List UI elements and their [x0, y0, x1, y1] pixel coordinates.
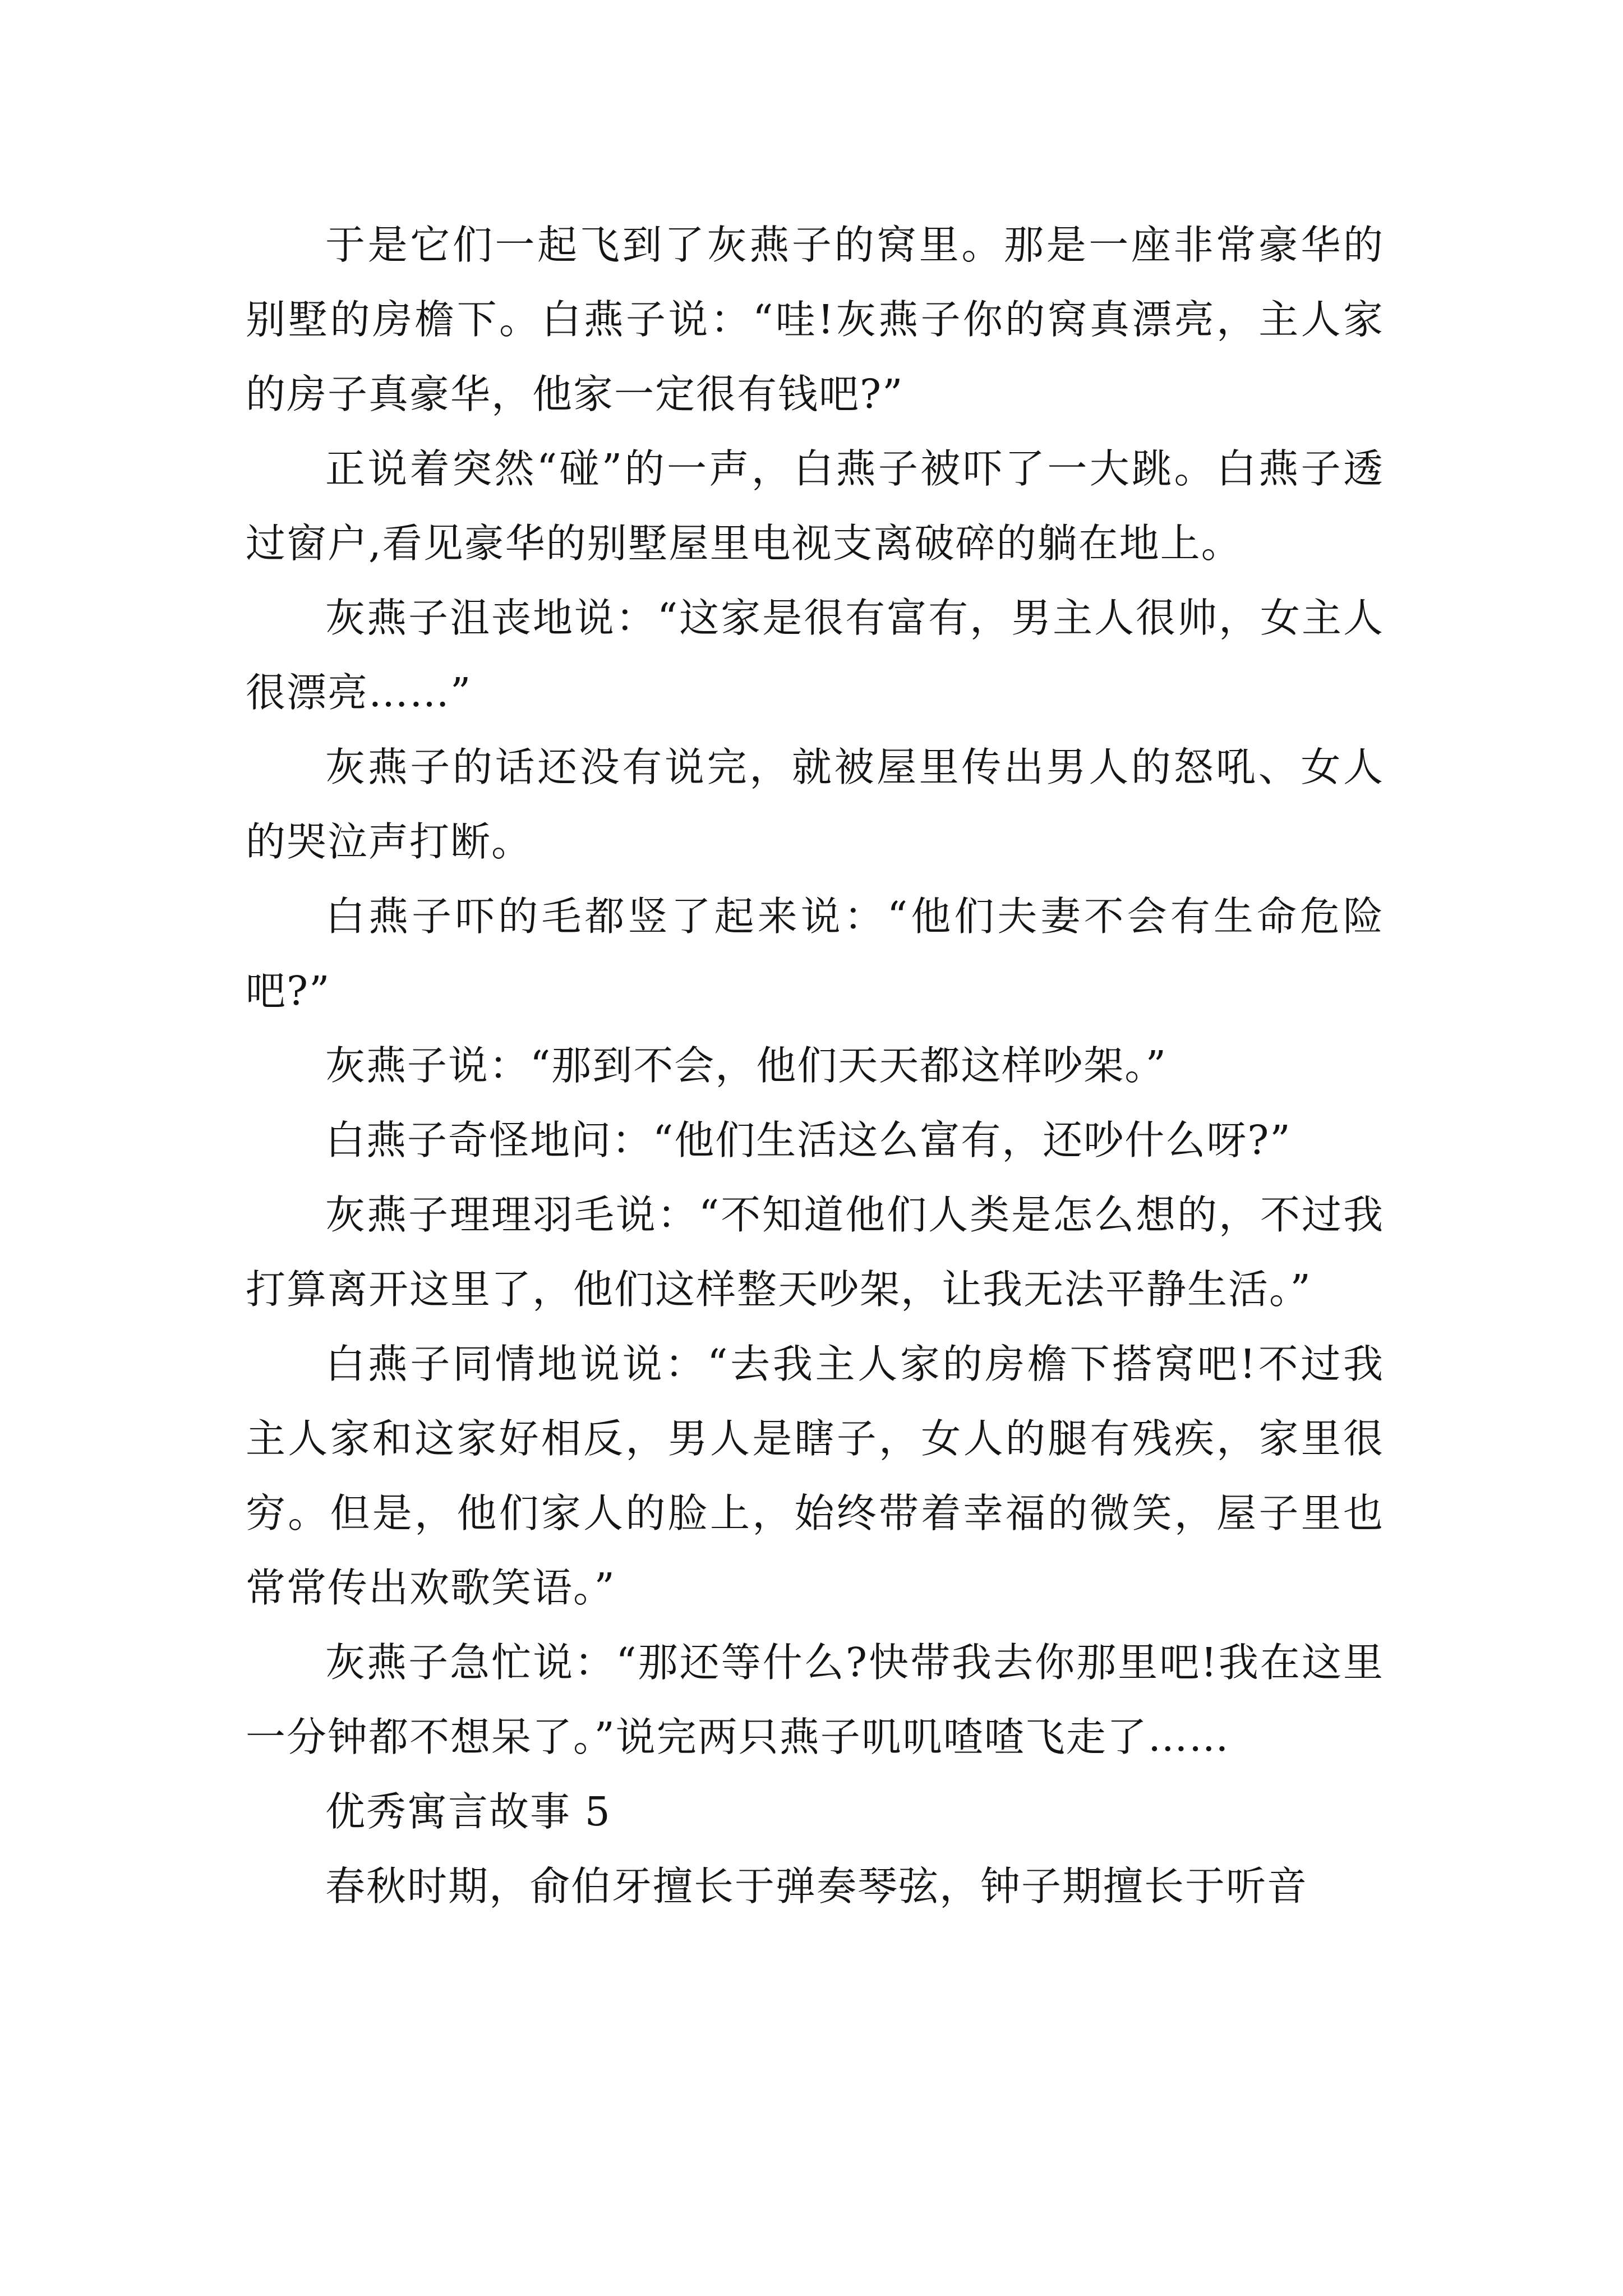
paragraph-9: 白燕子同情地说说：“去我主人家的房檐下搭窝吧!不过我主人家和这家好相反，男人是瞎子，女人的腿有残疾，家里很穷。但是，他们家人的脸上，始终带着幸福的微笑，屋子里也常常传出欢歌笑语。”	[246, 1341, 1384, 1611]
paragraph-11: 春秋时期，俞伯牙擅长于弹奏琴弦，钟子期擅长于听音	[325, 1863, 1308, 1910]
paragraph-8: 灰燕子理理羽毛说：“不知道他们人类是怎么想的，不过我打算离开这里了，他们这样整天吵架，让我无法平静生活。”	[246, 1191, 1384, 1313]
paragraph-10: 灰燕子急忙说：“那还等什么?快带我去你那里吧!我在这里一分钟都不想呆了。”说完两只燕子叽叽喳喳飞走了……	[246, 1639, 1384, 1760]
paragraph-4: 灰燕子的话还没有说完，就被屋里传出男人的怒吼、女人的哭泣声打断。	[246, 744, 1384, 865]
document-body	[246, 208, 1384, 1924]
section-heading: 优秀寓言故事 5	[325, 1788, 611, 1835]
paragraph-7: 白燕子奇怪地问：“他们生活这么富有，还吵什么呀?”	[325, 1117, 1292, 1163]
paragraph-3: 灰燕子沮丧地说：“这家是很有富有，男主人很帅，女主人很漂亮……”	[246, 595, 1384, 716]
paragraph-5: 白燕子吓的毛都竖了起来说：“他们夫妻不会有生命危险吧?”	[246, 893, 1384, 1014]
paragraph-1: 于是它们一起飞到了灰燕子的窝里。那是一座非常豪华的别墅的房檐下。白燕子说：“哇!灰燕子你的窝真漂亮，主人家的房子真豪华，他家一定很有钱吧?”	[246, 222, 1384, 417]
paragraph-2: 正说着突然“碰”的一声，白燕子被吓了一大跳。白燕子透过窗户,看见豪华的别墅屋里电视支离破碎的躺在地上。	[246, 445, 1384, 567]
paragraph-6: 灰燕子说：“那到不会，他们天天都这样吵架。”	[325, 1042, 1168, 1089]
